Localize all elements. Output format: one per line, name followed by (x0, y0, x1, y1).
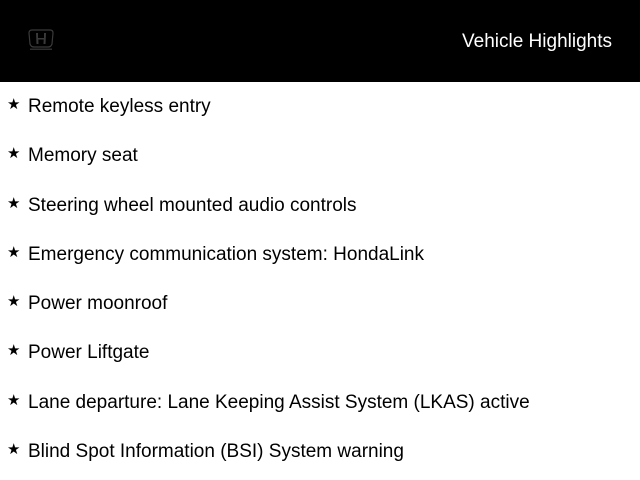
highlight-label: Lane departure: Lane Keeping Assist System (LKAS) active (28, 391, 530, 413)
highlight-label: Power moonroof (28, 293, 168, 315)
highlight-label: Power Liftgate (28, 342, 150, 364)
star-icon: ★ (7, 194, 21, 212)
highlight-label: Remote keyless entry (28, 96, 211, 117)
list-item (0, 378, 640, 427)
list-item (0, 131, 640, 180)
highlight-label: Memory seat (28, 145, 138, 167)
star-icon: ★ (7, 391, 21, 409)
star-icon: ★ (7, 145, 21, 163)
star-icon: ★ (7, 243, 21, 261)
header-bar (0, 0, 640, 82)
list-item (0, 181, 640, 230)
highlight-label: Blind Spot Information (BSI) System warning (28, 441, 404, 463)
highlight-label: Emergency communication system: HondaLink (28, 243, 425, 265)
list-item (0, 427, 640, 476)
honda-logo-icon (26, 27, 56, 51)
star-icon: ★ (7, 293, 21, 311)
list-item (0, 230, 640, 279)
star-icon: ★ (7, 441, 21, 459)
list-item (0, 328, 640, 377)
star-icon: ★ (7, 96, 21, 113)
list-item (0, 82, 640, 131)
page-title: Vehicle Highlights (462, 31, 612, 52)
highlights-list (0, 82, 640, 476)
highlight-label: Steering wheel mounted audio controls (28, 194, 357, 216)
list-item (0, 279, 640, 328)
star-icon: ★ (7, 342, 21, 360)
